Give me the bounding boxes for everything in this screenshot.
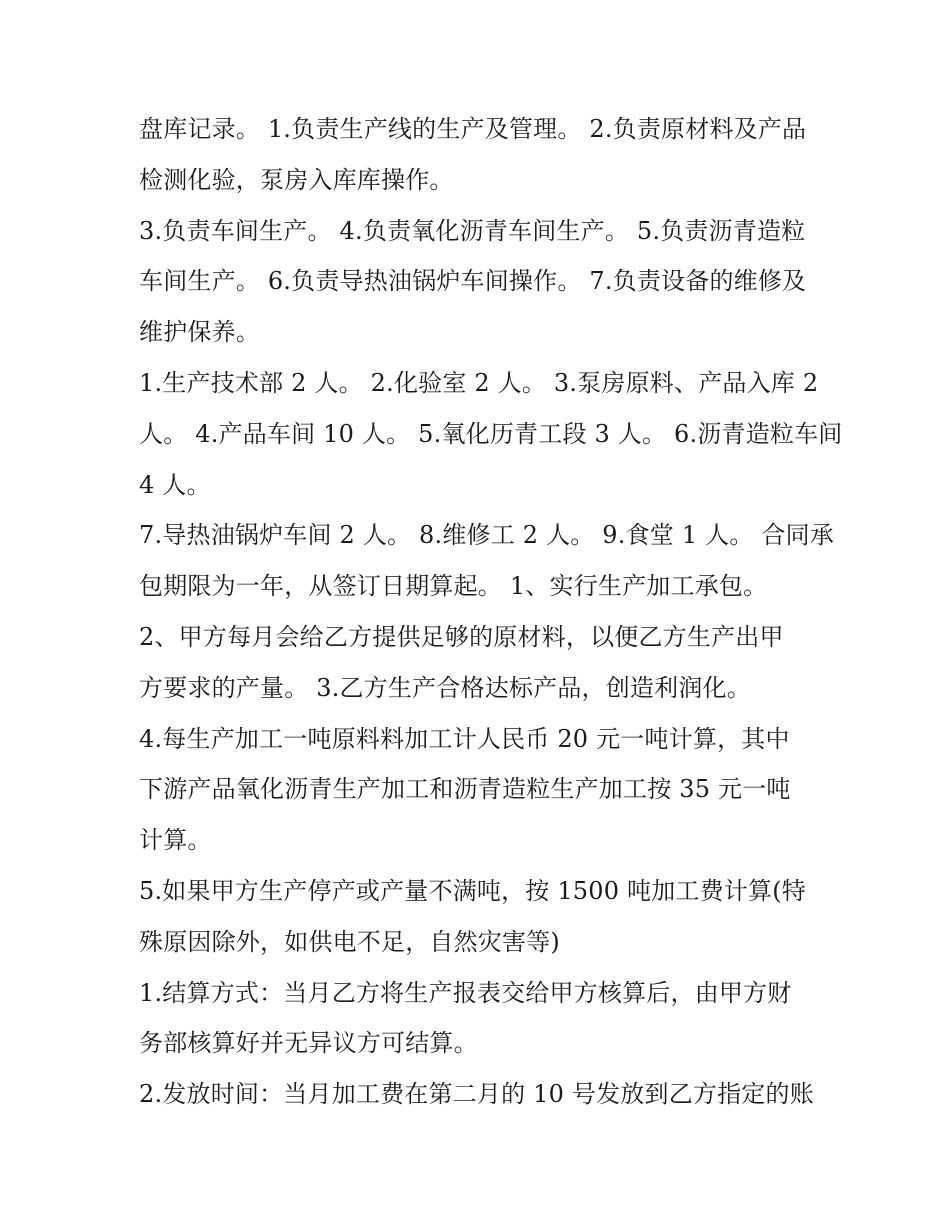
text-line: 3.负责车间生产。 4.负责氧化沥青车间生产。 5.负责沥青造粒 [139,216,806,245]
document-body [139,104,843,1120]
text-line: 1.生产技术部 2 人。 2.化验室 2 人。 3.泵房原料、产品入库 2 [139,368,819,397]
text-line: 殊原因除外，如供电不足，自然灾害等) [139,927,560,956]
text-line: 盘库记录。 1.负责生产线的生产及管理。 2.负责原材料及产品 [139,115,807,143]
text-line: 2.发放时间：当月加工费在第二月的 10 号发放到乙方指定的账 [139,1080,814,1109]
text-line: 务部核算好并无异议方可结算。 [139,1029,478,1058]
text-line: 包期限为一年，从签订日期算起。 1、实行生产加工承包。 [139,572,768,601]
text-line: 5.如果甲方生产停产或产量不满吨，按 1500 吨加工费计算(特 [139,876,806,905]
text-line: 车间生产。 6.负责导热油锅炉车间操作。 7.负责设备的维修及 [139,267,807,296]
text-line: 1.结算方式：当月乙方将生产报表交给甲方核算后，由甲方财 [139,978,792,1007]
text-line: 2、甲方每月会给乙方提供足够的原材料，以便乙方生产出甲 [139,622,784,651]
text-line: 人。 4.产品车间 10 人。 5.氧化历青工段 3 人。 6.沥青造粒车间 [139,419,843,448]
text-line: 7.导热油锅炉车间 2 人。 8.维修工 2 人。 9.食堂 1 人。 合同承 [139,521,834,550]
text-line: 4 人。 [139,470,211,499]
text-line: 计算。 [139,826,212,855]
text-line: 下游产品氧化沥青生产加工和沥青造粒生产加工按 35 元一吨 [139,775,791,804]
text-line: 方要求的产量。 3.乙方生产合格达标产品，创造利润化。 [139,673,751,702]
text-line: 4.每生产加工一吨原料料加工计人民币 20 元一吨计算，其中 [139,724,790,753]
text-line: 检测化验，泵房入库库操作。 [139,165,454,194]
text-line: 维护保养。 [139,318,260,347]
